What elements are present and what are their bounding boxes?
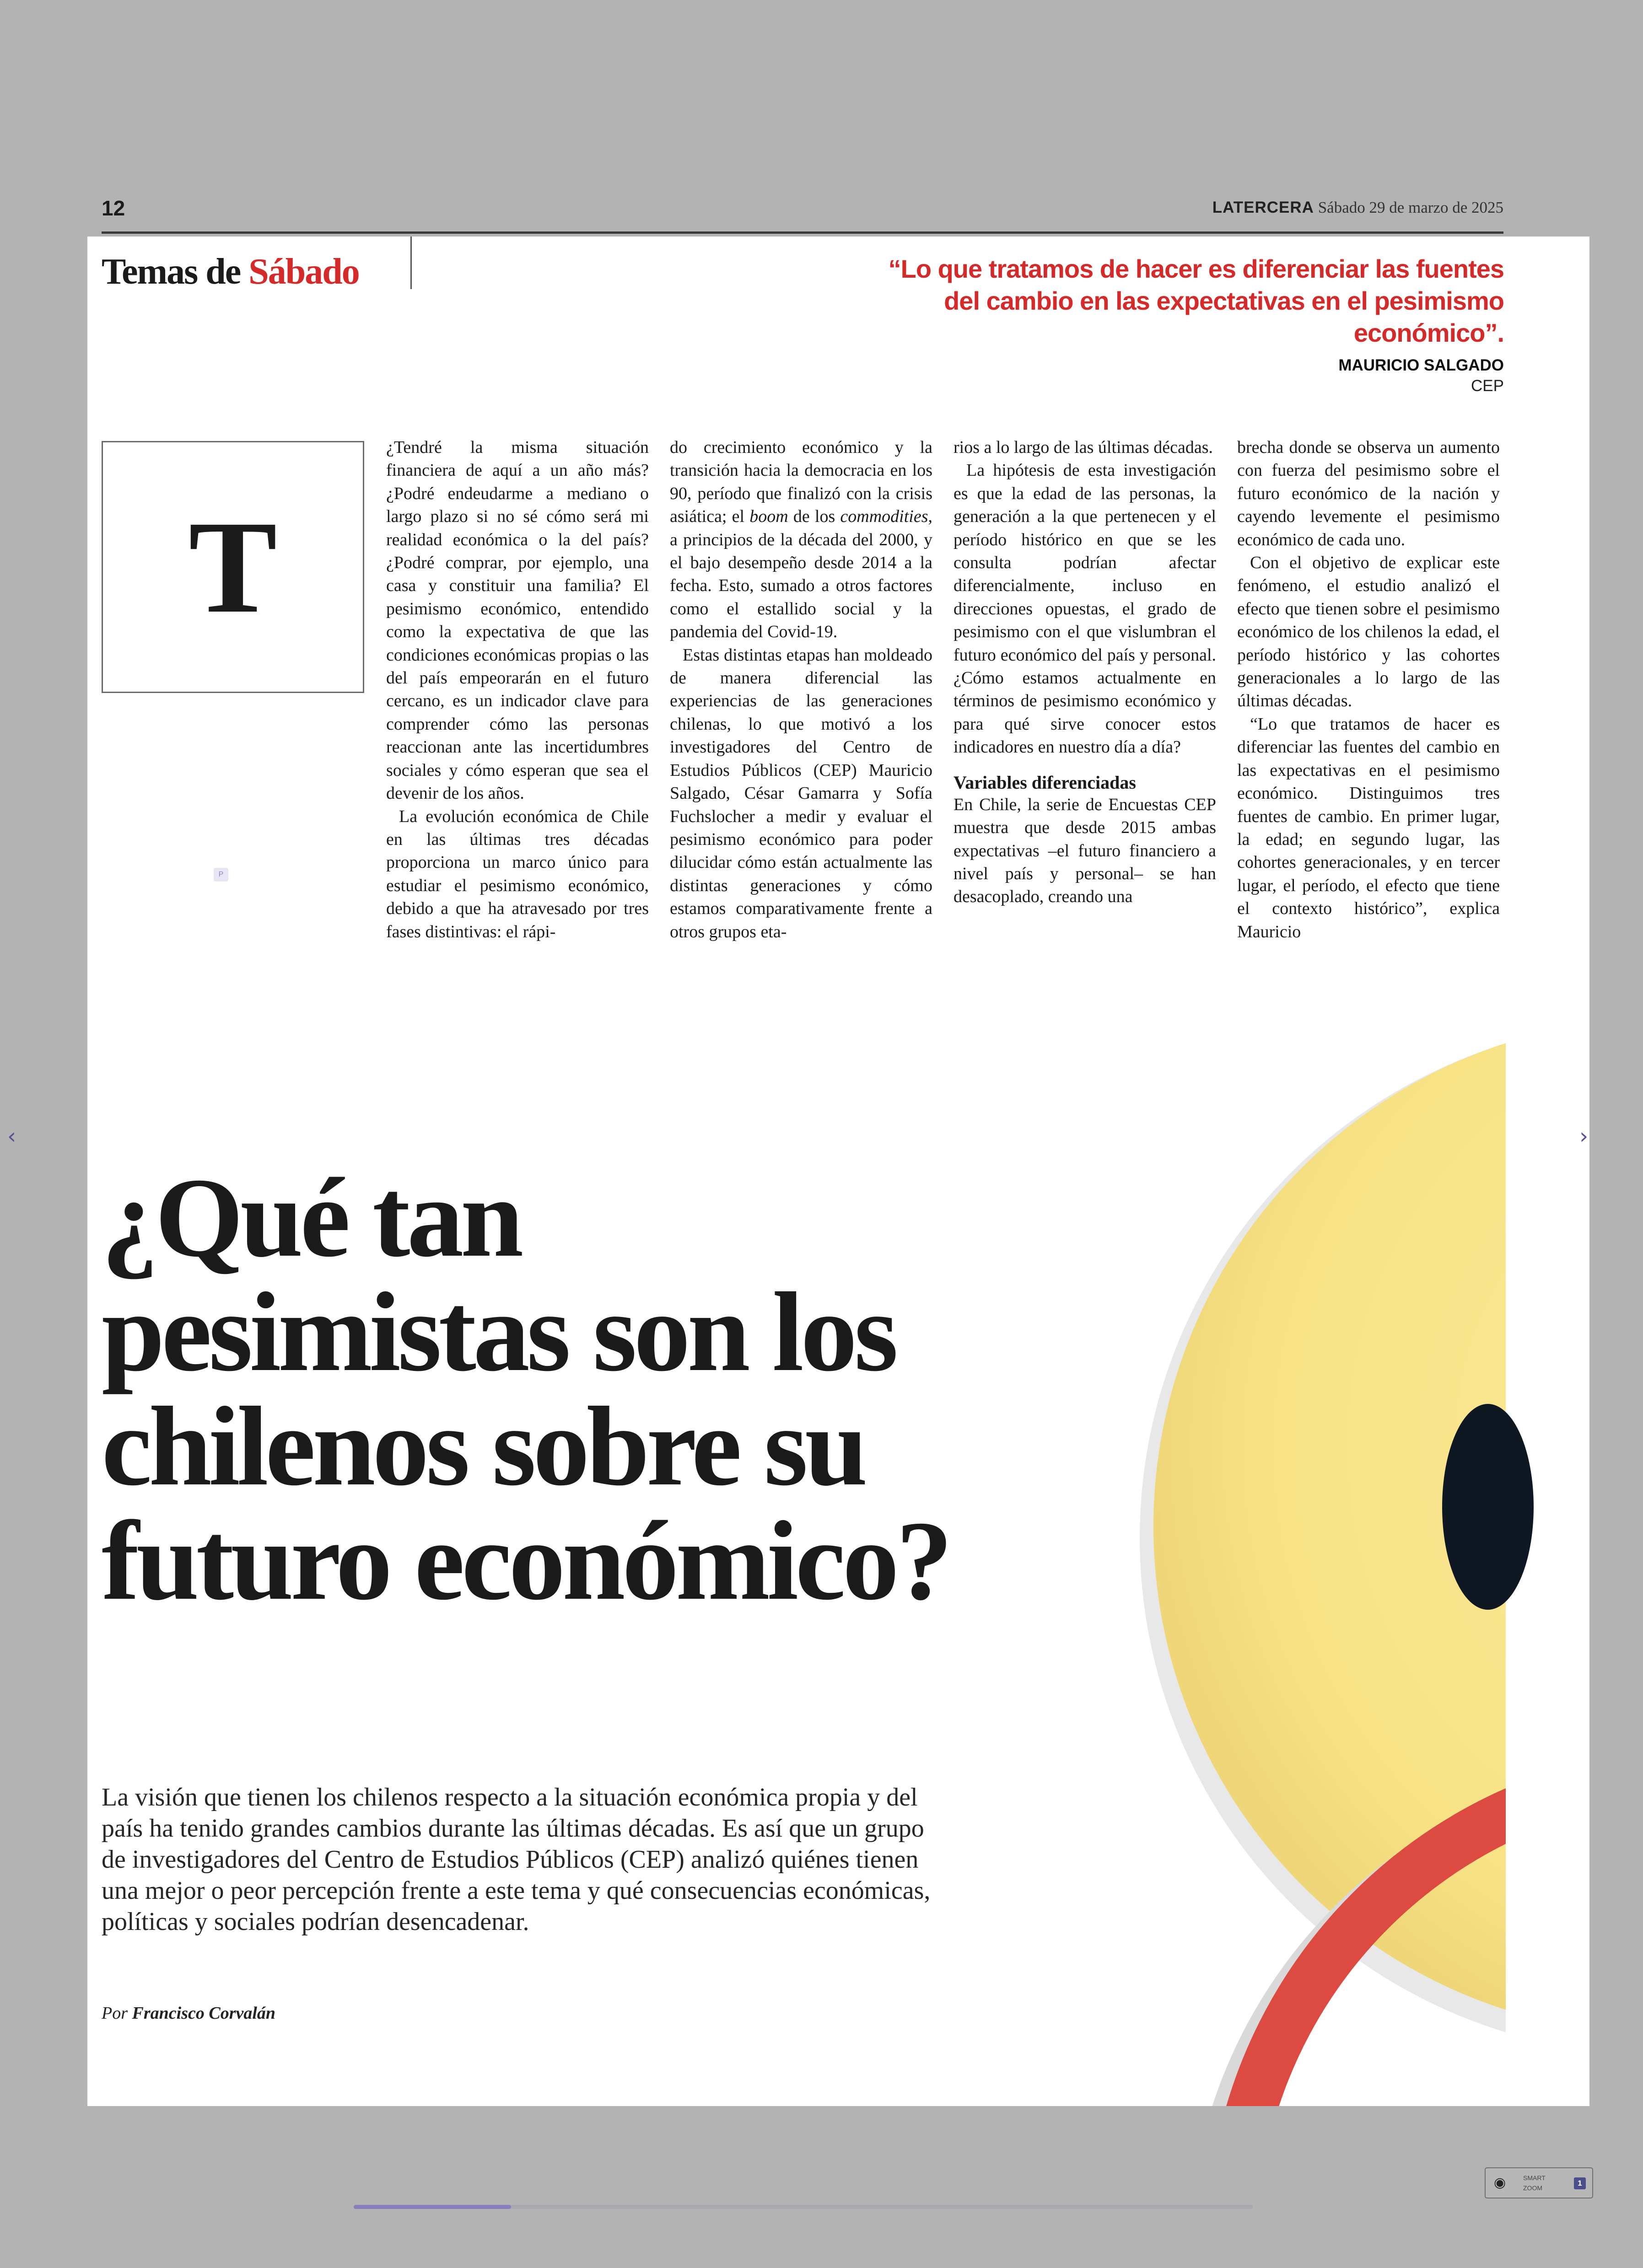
next-page-chevron-icon[interactable]: › <box>1579 1123 1589 1149</box>
section-title <box>102 251 359 293</box>
section-title-prefix: Temas de <box>102 252 249 292</box>
paragraph: brecha donde se observa un aumento con fuerza del pesimismo sobre el futuro económico de la nación y cayendo levemente el pesimismo económico de cada uno. <box>1237 438 1500 549</box>
section-divider <box>410 236 412 289</box>
section-title-highlight: Sábado <box>248 252 359 292</box>
face-bottom-cut <box>952 2013 1007 2106</box>
text-run: , a principios de la década del 2000, y el bajo desempeño desde 2014 a la fecha. Esto, sumado a otros factores como el estallido social y la pandemia del Covid-19. <box>670 507 932 642</box>
article-column-3 <box>953 436 1216 925</box>
article-column-2 <box>670 436 932 941</box>
paragraph: La evolución económica de Chile en las últimas tres décadas proporciona un marco único para estudiar el pesimismo económico, debido a que ha atravesado por tres fases distintivas: el rápi- <box>386 806 649 941</box>
article-column-4 <box>1237 436 1500 941</box>
face-eye <box>1442 1404 1534 1610</box>
sad-face-illustration <box>952 1012 1643 2106</box>
paragraph: Con el objetivo de explicar este fenómeno, el estudio analizó el efecto que tienen sobre el pesimismo económico de los chilenos la edad, el período histórico y las cohortes generacionales a lo largo de las últimas décadas. <box>1237 553 1500 711</box>
smart-zoom-label-line2: ZOOM <box>1523 2184 1542 2192</box>
pull-quote: “Lo que tratamos de hacer es diferenciar las fuentes del cambio en las expectativas en el pesimismo económico”. <box>888 254 1504 347</box>
header-rule <box>102 231 1503 234</box>
paragraph: Estas distintas etapas han moldeado de manera diferencial las experiencias de las generaciones chilenas, lo que motivó a los investigadores del Centro de Estudios Públicos (CEP) Mauricio Salgado, César Gamarra y Sofía Fuchslocher a medir y evaluar el pesimismo económico para poder dilucidar cómo están actualmente las distintas generaciones y cómo estamos comparativamente frente a otros grupos eta- <box>670 645 932 941</box>
masthead-date: Sábado 29 de marzo de 2025 <box>1318 199 1503 216</box>
paragraph <box>670 436 932 644</box>
paragraph: “Lo que tratamos de hacer es diferenciar las fuentes del cambio en las expectativas en el pesimismo económico. Distinguimos tres fuentes de cambio. En primer lugar, la edad; en segundo lugar, las cohortes generacionales, y en tercer lugar, el período, el efecto que tiene el contexto histórico”, explica Mauricio <box>1237 714 1500 941</box>
masthead-brand: LATERCERA <box>1212 199 1314 216</box>
smart-zoom-label-line1: SMART <box>1523 2174 1546 2182</box>
pull-quote-author: MAURICIO SALGADO <box>1338 356 1504 374</box>
italic-term: commodities <box>840 507 928 527</box>
page-scroll-thumb[interactable] <box>354 2205 511 2209</box>
headline: ¿Qué tan pesimistas son los chilenos sobre su futuro económico? <box>102 1155 950 1623</box>
text-run: de los <box>788 507 840 527</box>
drop-cap-letter: T <box>189 493 277 640</box>
byline <box>102 2003 275 2023</box>
drop-cap-box <box>102 441 364 693</box>
smart-zoom-badge: 1 <box>1574 2177 1586 2189</box>
byline-prefix: Por <box>102 2004 132 2023</box>
article-column-1 <box>386 436 649 941</box>
previous-page-chevron-icon[interactable]: ‹ <box>7 1123 16 1149</box>
paragraph: ¿Tendré la misma situación financiera de aquí a un año más? ¿Podré endeudarme a mediano o largo plazo si no sé cómo será mi realidad económica o la del país? ¿Podré comprar, por ejemplo, una casa y constituir una familia? El pesimismo económico, entendido como la expectativa de que las condiciones económicas propias o las del país empeorarán en el futuro cercano, es un indicador clave para comprender cómo las personas reaccionan ante las incertidumbres sociales y cómo esperan que sea el devenir de los años. <box>386 438 649 803</box>
italic-term: boom <box>749 507 788 527</box>
subheading: Variables diferenciadas <box>953 772 1136 793</box>
paragraph: La hipótesis de esta investigación es que la edad de las personas, la generación a la que pertenecen y el período histórico en que se les consulta podrían afectar diferencialmente, incluso en direcciones opuestas, el grado de pesimismo con el que vislumbran el futuro económico del país y personal. ¿Cómo estamos actualmente en términos de pesimismo económico y para qué sirve conocer estos indicadores en nuestro día a día? <box>953 461 1216 757</box>
smart-zoom-button[interactable] <box>1485 2167 1593 2198</box>
newspaper-page <box>87 236 1589 2106</box>
page-number: 12 <box>102 196 125 220</box>
masthead <box>1212 199 1503 217</box>
text-run: do crecimiento económico y la transición hacia la democracia en los 90, período que finalizó con la crisis asiática; el <box>670 438 932 527</box>
pdf-marker-icon[interactable]: P <box>214 868 228 881</box>
smart-zoom-label <box>1523 2173 1546 2193</box>
paragraph: rios a lo largo de las últimas décadas. <box>953 438 1213 457</box>
eye-icon: ◉ <box>1494 2175 1506 2190</box>
byline-author: Francisco Corvalán <box>132 2004 276 2023</box>
pull-quote-organization: CEP <box>1471 377 1504 395</box>
standfirst: La visión que tienen los chilenos respecto a la situación económica propia y del país ha tenido grandes cambios durante las últimas décadas. Es así que un grupo de investigadores del Centro de Estudios Públicos (CEP) analizó quiénes tienen una mejor o peor percepción frente a este tema y qué consecuencias económicas, políticas y sociales podrían desencadenar. <box>102 1783 931 1936</box>
paragraph: En Chile, la serie de Encuestas CEP muestra que desde 2015 ambas expectativas –el futuro financiero a nivel país y personal– se han desacoplado, creando una <box>953 795 1216 907</box>
